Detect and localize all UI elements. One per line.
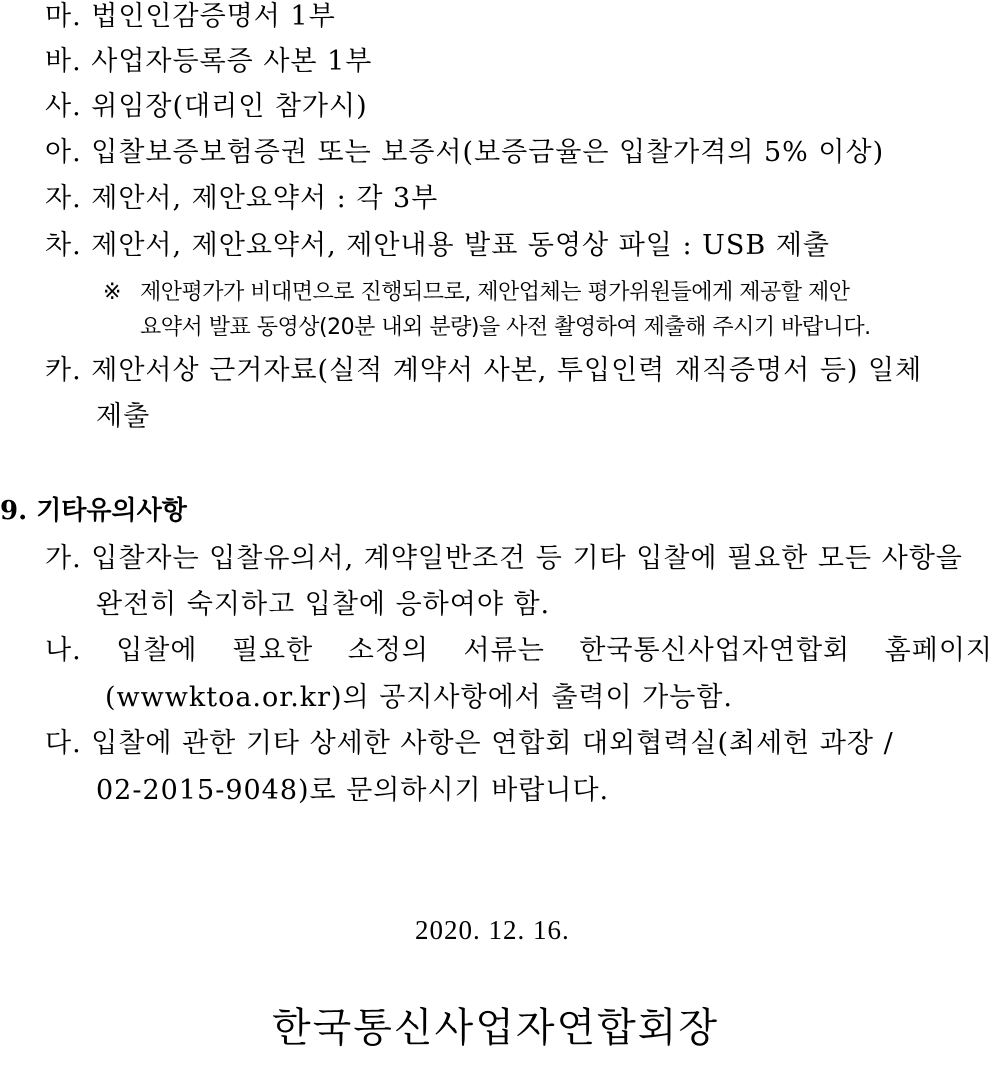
item-ga-line-2: 완전히 숙지하고 입찰에 응하여야 함. (96, 589, 551, 620)
item-cha: 차. 제안서, 제안요약서, 제안내용 발표 동영상 파일 : USB 제출 (45, 230, 830, 261)
note-mark-icon: ※ (103, 280, 121, 305)
item-na-line-2: (wwwktoa.or.kr)의 공지사항에서 출력이 가능함. (105, 682, 733, 713)
item-na-line-1: 나. 입찰에 필요한 소정의 서류는 한국통신사업자연합회 홈페이지 (45, 635, 993, 666)
note-line-2: 요약서 발표 동영상(20분 내외 분량)을 사전 촬영하여 제출해 주시기 바랍니다. (140, 315, 871, 340)
item-a: 아. 입찰보증보험증권 또는 보증서(보증금율은 입찰가격의 5% 이상) (45, 137, 885, 168)
item-ja: 자. 제안서, 제안요약서 : 각 3부 (45, 183, 439, 214)
item-ba: 바. 사업자등록증 사본 1부 (45, 46, 373, 77)
item-ma: 마. 법인인감증명서 1부 (45, 1, 336, 32)
item-sa: 사. 위임장(대리인 참가시) (45, 91, 368, 122)
note-line-1: 제안평가가 비대면으로 진행되므로, 제안업체는 평가위원들에게 제공할 제안 (140, 280, 850, 305)
issuer-name: 한국통신사업자연합회장 (272, 1005, 720, 1051)
section-9-title: 9. 기타유의사항 (0, 496, 187, 526)
document-date: 2020. 12. 16. (415, 915, 570, 945)
item-da-line-2: 02-2015-9048)로 문의하시기 바랍니다. (96, 775, 610, 806)
item-ka-line-1: 카. 제안서상 근거자료(실적 계약서 사본, 투입인력 재직증명서 등) 일체 (45, 355, 923, 386)
item-da-line-1: 다. 입찰에 관한 기타 상세한 사항은 연합회 대외협력실(최세헌 과장 / (45, 728, 894, 759)
item-ga-line-1: 가. 입찰자는 입찰유의서, 계약일반조건 등 기타 입찰에 필요한 모든 사항을 (45, 543, 963, 574)
item-ka-line-2: 제출 (96, 401, 151, 432)
